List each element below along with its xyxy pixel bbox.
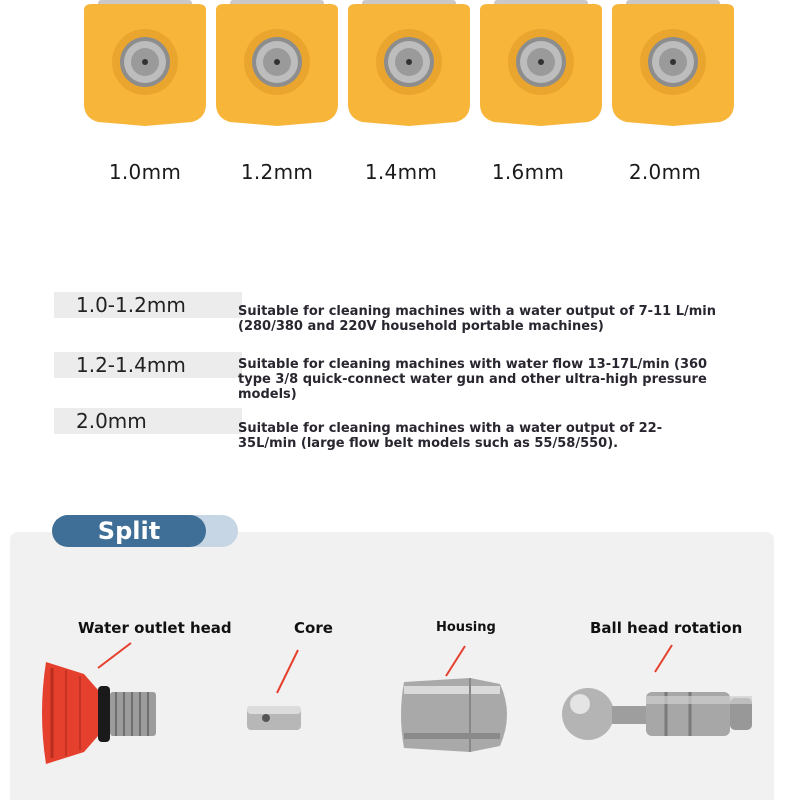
spec-size-tag: 1.2-1.4mm: [54, 352, 242, 378]
spec-size-tag: 1.0-1.2mm: [54, 292, 242, 318]
pointer-line: [98, 643, 131, 668]
part-label-housing: Housing: [436, 620, 496, 635]
spec-description: Suitable for cleaning machines with water flow 13-17L/min (360 type 3/8 quick-connect water gun and other ultra-high pressure models): [238, 357, 708, 402]
part-label-ball-head-rotation: Ball head rotation: [590, 619, 743, 637]
pointer-line: [277, 650, 298, 693]
pointer-line: [446, 646, 465, 676]
part-label-core: Core: [294, 619, 333, 637]
housing-icon: [401, 678, 507, 752]
nozzle-size-label: 1.6mm: [491, 160, 565, 184]
ball-head-icon: [562, 688, 752, 740]
nozzle-size-label: 1.4mm: [364, 160, 438, 184]
split-badge: Split: [52, 515, 206, 547]
pointer-line: [655, 645, 672, 672]
spec-description: Suitable for cleaning machines with a water output of 22-35L/min (large flow belt models such as 55/58/550).: [238, 421, 663, 451]
water-outlet-head-icon: [42, 662, 156, 764]
part-label-water-outlet-head: Water outlet head: [78, 619, 232, 637]
nozzle-size-label: 2.0mm: [628, 160, 702, 184]
nozzle-size-label: 1.0mm: [108, 160, 182, 184]
spec-description: Suitable for cleaning machines with a water output of 7-11 L/min (280/380 and 220V household portable machines): [238, 304, 716, 334]
core-icon: [247, 706, 301, 730]
spec-size-tag: 2.0mm: [54, 408, 242, 434]
nozzle-size-label: 1.2mm: [240, 160, 314, 184]
